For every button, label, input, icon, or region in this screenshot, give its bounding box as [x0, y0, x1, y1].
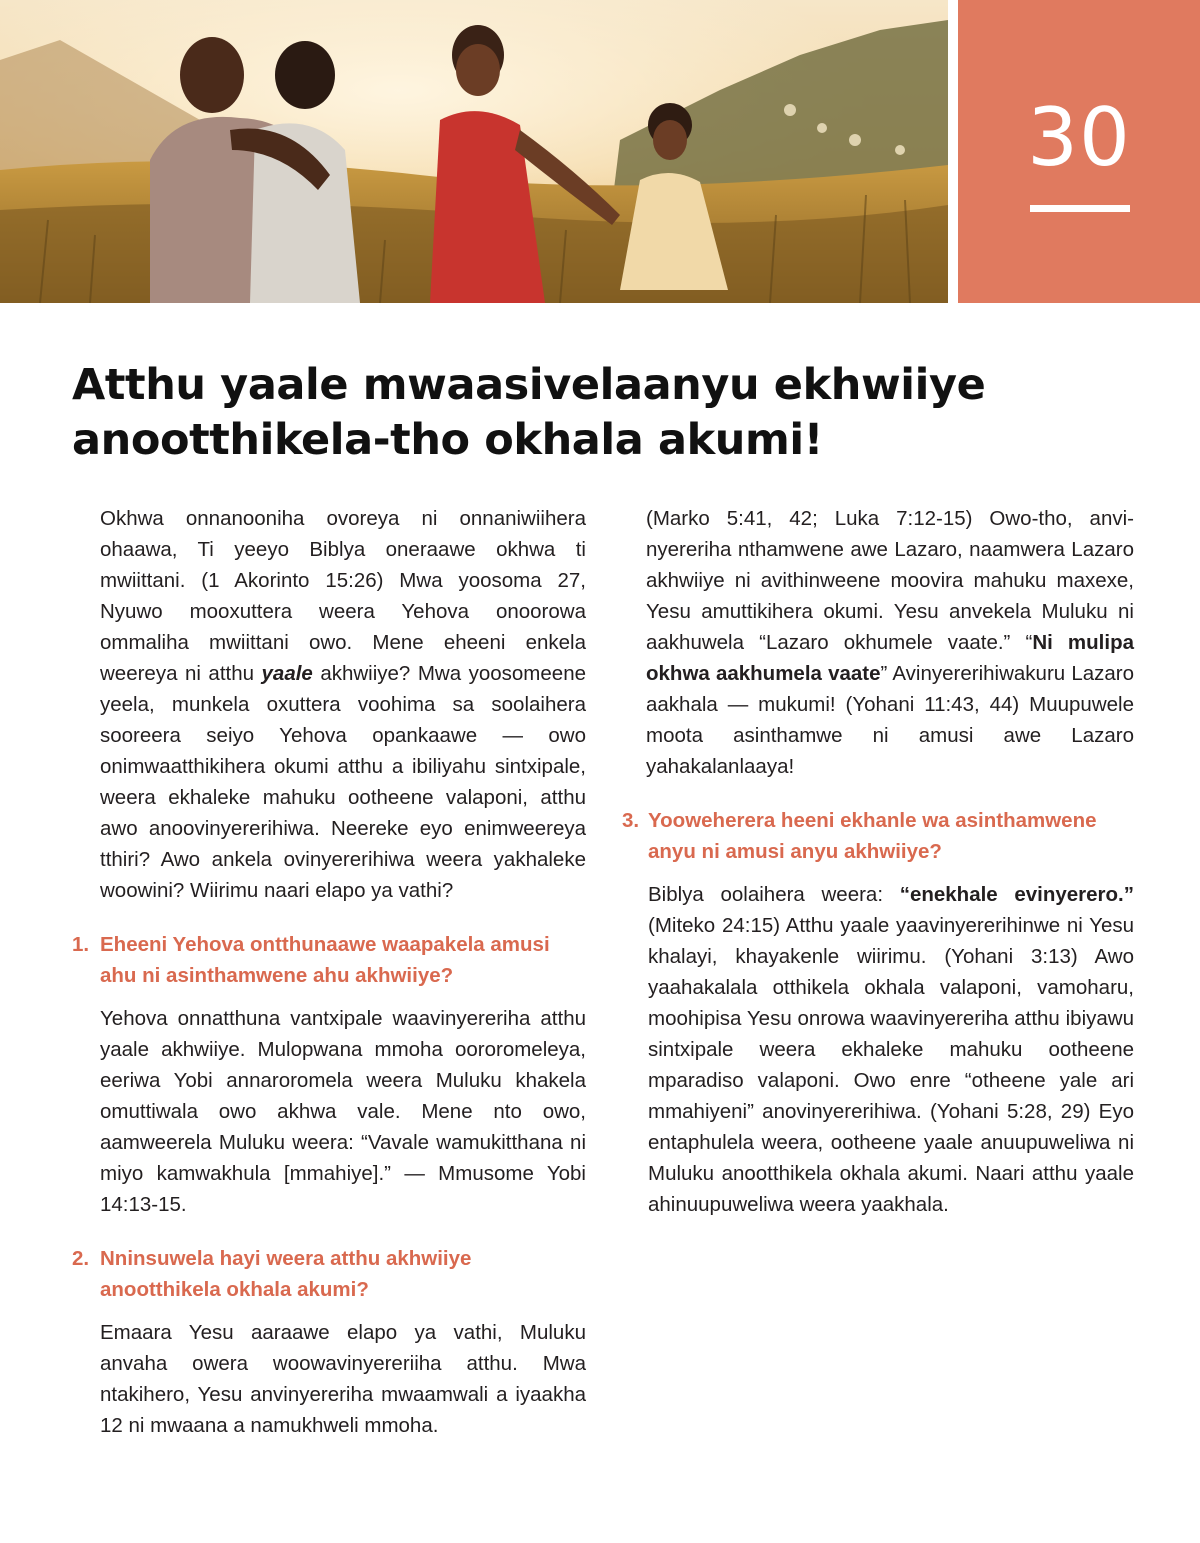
right-column	[622, 503, 1134, 1220]
continuation-bold: Ni mulipa okhwa aakhumela vaate	[646, 631, 1134, 685]
lesson-number-box	[958, 0, 1200, 303]
hero-photo	[0, 0, 948, 303]
question-3	[622, 805, 1134, 867]
answer-3-bold: “enekhale evinyerero.”	[899, 883, 1135, 906]
question-2-number: 2.	[72, 1247, 90, 1270]
lesson-number-underline	[1030, 205, 1130, 212]
left-column	[72, 503, 586, 1441]
family-meadow-illustration	[0, 0, 948, 303]
question-1-text: Eheeni Yehova ontthunaawe waapakela amusi ahu ni asinthamwene ahu akhwiiye?	[100, 933, 550, 987]
continuation-text-2: ” Avinyererihiwakuru Lazaro aakhala — mukumi! (Yohani 11:43, 44) Muupuwele moota asinthamwe ni amusi awe Lazaro yahakalanlaaya!	[646, 662, 1135, 778]
question-1	[72, 929, 586, 991]
answer-3-paragraph	[622, 879, 1134, 1220]
question-3-number: 3.	[622, 809, 640, 832]
continuation-text-1: (Marko 5:41, 42; Luka 7:12-15) Owo-tho, anvinyereriha nthamwene awe Lazaro, naamwera Lazaro akhwiiye ni avithinweene moovira mahuku maxexe, Yesu amuttikihera okumi. Yesu anvekela Muluku ni aakhuwela “Lazaro okhumele vaate.” “	[646, 507, 1134, 654]
answer-3-text-2: (Miteko 24:15) Atthu yaale yaavinyererihinwe ni Yesu khalayi, khayakenle wiirimu. (Yohani 3:13) Awo yaahakalala otthikela okhala valaponi, vamoharu, moohipisa Yesu onrowa waavinyereriha atthu ibiyawu sintxipale weera ekhaleke mahuku ootheene mparadiso valaponi. Owo enre “otheene yale ari mmahiyeni” anovinyererihiwa. (Yohani 5:28, 29) Eyo entaphulela weera, ootheene yaale anuupuweliwa ni Muluku anootthikela okhala akumi. Naari atthu yaale ahinuupuweliwa weera yaakhala.	[648, 914, 1134, 1216]
question-1-number: 1.	[72, 933, 90, 956]
question-2-text: Nninsuwela hayi weera atthu akhwiiye anootthikela okhala akumi?	[100, 1247, 472, 1301]
answer-2-paragraph: Emaara Yesu aaraawe elapo ya vathi, Muluku anvaha owera woowavinyereriiha atthu. Mwa ntakihero, Yesu anvinyereriha mwaamwali a iyaakha 12 ni mwaana a namukhweli mmoha.	[100, 1321, 586, 1437]
answer-1-paragraph: Yehova onnatthuna vantxipale waavinyereriha atthu yaale akhwiiye. Mulopwana mmoha oororomeleya, eeriwa Yobi annaroromela weera Muluku khakela omuttiwala owo akhwa vale. Mene nto owo, aamweerela Muluku weera: “Vavale wamukitthana ni miyo kamwakhula [mmahiye].” — Mmusome Yobi 14:13-15.	[100, 1007, 586, 1216]
answer-2-continuation	[622, 503, 1134, 782]
intro-text-1: Okhwa onnanooniha ovoreya ni onnaniwiihera ohaawa, Ti yeeyo Biblya oneraawe okhwa ti mwiittani. (1 Akorinto 15:26) Mwa yoosoma 27, Nyuwo mooxuttera weera Yehova onoorowa ommaliha mwiittani owo. Mene eheeni enkela weereya ni atthu	[100, 507, 586, 685]
intro-paragraph	[72, 503, 586, 906]
question-3-text: Yooweherera heeni ekhanle wa asinthamwene anyu ni amusi anyu akhwiiye?	[648, 809, 1097, 863]
intro-text-2: akhwiiye? Mwa yoosomeene yeela, munkela oxuttera voohima sa soolaihera sooreera seiyo Yehova opankaawe — owo onimwaatthikihera okumi atthu a ibiliyahu sintxipale, weera ekhaleke mahuku ootheene valaponi, atthu awo anoovinyererihiwa. Neereke eyo enimweereya tthiri? Awo ankela ovinyererihiwa weera yakhaleke woowini? Wiirimu naari elapo ya vathi?	[100, 662, 586, 902]
lesson-number: 30	[1027, 91, 1131, 184]
answer-3-text-1: Biblya oolaihera weera:	[648, 883, 900, 906]
question-2	[72, 1243, 586, 1305]
page-title: Atthu yaale mwaasivelaanyu ekhwiiye anootthikela-tho okhala akumi!	[72, 360, 986, 465]
intro-emphasis: yaale	[261, 662, 313, 685]
